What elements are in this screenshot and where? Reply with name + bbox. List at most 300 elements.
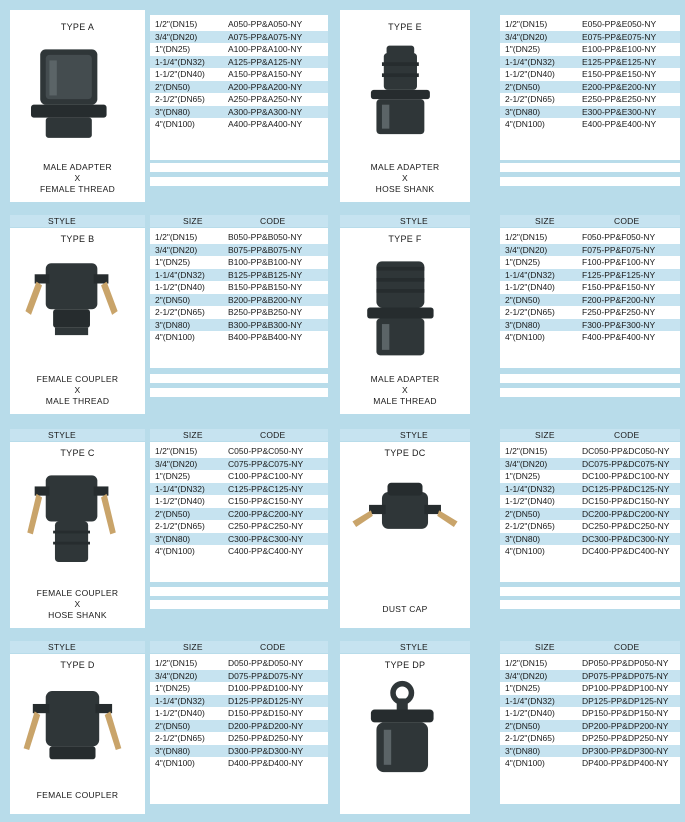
- product-type-label: TYPE DP: [384, 660, 426, 670]
- code-cell: B250-PP&B250-NY: [228, 307, 303, 317]
- table-row: [150, 745, 328, 758]
- table-row: [150, 670, 328, 683]
- table-row: [500, 269, 680, 282]
- size-cell: 1-1/4"(DN32): [155, 483, 205, 494]
- size-cell: 1/2"(DN15): [155, 446, 198, 456]
- code-cell: D400-PP&D400-NY: [228, 758, 304, 768]
- code-cell: C125-PP&C125-NY: [228, 483, 304, 494]
- code-cell: B200-PP&B200-NY: [228, 294, 303, 305]
- size-cell: 1-1/4"(DN32): [505, 695, 555, 706]
- size-cell: 2"(DN50): [505, 508, 541, 519]
- size-cell: 1"(DN25): [155, 44, 191, 54]
- table-row: [500, 93, 680, 106]
- code-cell: F300-PP&F300-NY: [582, 319, 656, 330]
- code-cell: C200-PP&C200-NY: [228, 508, 304, 519]
- table-row: [500, 757, 680, 770]
- size-cell: 2-1/2"(DN65): [155, 733, 205, 743]
- size-cell: 3"(DN80): [505, 319, 541, 330]
- table-row: [500, 445, 680, 458]
- product-caption: [10, 162, 145, 195]
- size-cell: 1/2"(DN15): [155, 658, 198, 668]
- caption-line: FEMALE COUPLER: [36, 374, 119, 384]
- table-row: [150, 757, 328, 770]
- size-cell: 1/2"(DN15): [505, 232, 548, 242]
- separator-bar: [150, 177, 328, 186]
- table-row: [150, 732, 328, 745]
- caption-line: X: [402, 173, 408, 183]
- code-cell: C250-PP&C250-NY: [228, 521, 304, 531]
- table-row: [500, 670, 680, 683]
- size-cell: 3/4"(DN20): [505, 31, 548, 42]
- code-cell: DP050-PP&DP050-NY: [582, 658, 669, 668]
- size-header-label: SIZE: [535, 216, 555, 226]
- size-header-label: SIZE: [183, 430, 203, 440]
- product-caption: [10, 588, 145, 621]
- size-cell: 4"(DN100): [505, 546, 545, 556]
- caption-line: HOSE SHANK: [375, 184, 435, 194]
- separator-bar: [500, 388, 680, 397]
- size-cell: 4"(DN100): [155, 758, 195, 768]
- size-cell: 2"(DN50): [505, 81, 541, 92]
- code-cell: F100-PP&F100-NY: [582, 257, 656, 267]
- size-code-table: [150, 442, 328, 582]
- product-type-label: TYPE D: [60, 660, 95, 670]
- table-row: [150, 657, 328, 670]
- size-code-table: [150, 15, 328, 160]
- table-row: [500, 470, 680, 483]
- size-cell: 1/2"(DN15): [505, 19, 548, 29]
- table-row: [500, 520, 680, 533]
- caption-line: MALE THREAD: [45, 396, 110, 406]
- code-cell: A400-PP&A400-NY: [228, 119, 303, 129]
- style-header-label: STYLE: [48, 430, 76, 440]
- code-cell: DC400-PP&DC400-NY: [582, 546, 670, 556]
- size-cell: 4"(DN100): [155, 119, 195, 129]
- size-cell: 3/4"(DN20): [505, 670, 548, 681]
- table-row: [150, 545, 328, 558]
- table-row: [500, 81, 680, 94]
- code-cell: F050-PP&F050-NY: [582, 232, 656, 242]
- code-cell: B125-PP&B125-NY: [228, 269, 303, 280]
- code-cell: E400-PP&E400-NY: [582, 119, 657, 129]
- size-cell: 2-1/2"(DN65): [505, 94, 555, 104]
- code-header-label: CODE: [260, 216, 286, 226]
- code-cell: DC050-PP&DC050-NY: [582, 446, 670, 456]
- female-coupler-male-thread-icon: [18, 254, 138, 360]
- size-cell: 3"(DN80): [155, 106, 191, 117]
- table-row: [500, 331, 680, 344]
- size-cell: 1-1/2"(DN40): [155, 708, 205, 718]
- size-code-table: [500, 15, 680, 160]
- code-cell: F125-PP&F125-NY: [582, 269, 656, 280]
- code-cell: DC250-PP&DC250-NY: [582, 521, 670, 531]
- table-row: [150, 56, 328, 69]
- code-cell: A200-PP&A200-NY: [228, 81, 303, 92]
- style-header-label: STYLE: [400, 642, 428, 652]
- table-row: [150, 458, 328, 471]
- size-cell: 2-1/2"(DN65): [155, 521, 205, 531]
- size-cell: 1-1/2"(DN40): [505, 708, 555, 718]
- size-cell: 1"(DN25): [155, 257, 191, 267]
- code-cell: DP150-PP&DP150-NY: [582, 708, 669, 718]
- size-cell: 2"(DN50): [155, 720, 191, 731]
- size-cell: 2"(DN50): [505, 294, 541, 305]
- code-cell: DP125-PP&DP125-NY: [582, 695, 669, 706]
- male-adapter-male-thread-icon: [345, 254, 465, 360]
- table-row: [150, 106, 328, 119]
- table-row: [150, 495, 328, 508]
- size-code-table: [500, 654, 680, 804]
- table-header-row: [150, 641, 328, 653]
- table-row: [500, 732, 680, 745]
- table-row: [500, 495, 680, 508]
- code-cell: D050-PP&D050-NY: [228, 658, 304, 668]
- size-header-label: SIZE: [535, 430, 555, 440]
- code-cell: C050-PP&C050-NY: [228, 446, 304, 456]
- code-cell: DP300-PP&DP300-NY: [582, 745, 669, 756]
- table-row: [150, 244, 328, 257]
- size-cell: 1"(DN25): [505, 471, 541, 481]
- product-image-panel: [340, 228, 470, 414]
- table-row: [500, 306, 680, 319]
- code-cell: E050-PP&E050-NY: [582, 19, 657, 29]
- size-cell: 1-1/4"(DN32): [155, 269, 205, 280]
- table-row: [150, 31, 328, 44]
- style-header-row: [10, 641, 145, 653]
- caption-line: FEMALE COUPLER: [36, 790, 119, 800]
- product-caption: [340, 604, 470, 615]
- product-caption: [340, 374, 470, 407]
- code-header-label: CODE: [614, 430, 640, 440]
- table-row: [150, 18, 328, 31]
- table-row: [500, 657, 680, 670]
- size-code-table: [150, 228, 328, 368]
- size-cell: 3/4"(DN20): [505, 458, 548, 469]
- table-row: [150, 43, 328, 56]
- table-row: [150, 331, 328, 344]
- table-row: [500, 256, 680, 269]
- size-cell: 2-1/2"(DN65): [505, 307, 555, 317]
- caption-line: X: [74, 173, 81, 183]
- code-cell: B150-PP&B150-NY: [228, 282, 303, 292]
- code-cell: E125-PP&E125-NY: [582, 56, 657, 67]
- code-cell: F200-PP&F200-NY: [582, 294, 656, 305]
- code-cell: E075-PP&E075-NY: [582, 31, 657, 42]
- product-image-panel: [10, 10, 145, 202]
- size-cell: 3/4"(DN20): [155, 458, 198, 469]
- table-row: [500, 231, 680, 244]
- size-cell: 3/4"(DN20): [155, 244, 198, 255]
- caption-line: MALE ADAPTER: [370, 162, 440, 172]
- caption-line: X: [74, 599, 81, 609]
- size-cell: 1-1/2"(DN40): [505, 496, 555, 506]
- male-adapter-hose-shank-icon: [345, 42, 465, 148]
- table-header-row: [500, 215, 680, 227]
- code-cell: DP200-PP&DP200-NY: [582, 720, 669, 731]
- table-row: [150, 81, 328, 94]
- product-image-panel: [10, 228, 145, 414]
- table-row: [500, 294, 680, 307]
- table-row: [150, 707, 328, 720]
- dust-cap-icon: [345, 468, 465, 574]
- size-cell: 3"(DN80): [155, 319, 191, 330]
- table-row: [150, 520, 328, 533]
- size-cell: 1/2"(DN15): [505, 446, 548, 456]
- product-image-panel: [340, 10, 470, 202]
- dust-plug-icon: [345, 680, 465, 786]
- code-cell: B050-PP&B050-NY: [228, 232, 303, 242]
- size-cell: 4"(DN100): [155, 546, 195, 556]
- table-row: [500, 281, 680, 294]
- code-cell: D300-PP&D300-NY: [228, 745, 304, 756]
- size-cell: 3"(DN80): [505, 745, 541, 756]
- size-header-label: SIZE: [183, 216, 203, 226]
- size-cell: 1-1/4"(DN32): [505, 483, 555, 494]
- code-cell: B075-PP&B075-NY: [228, 244, 303, 255]
- size-cell: 1"(DN25): [505, 44, 541, 54]
- table-row: [500, 745, 680, 758]
- size-cell: 1"(DN25): [505, 257, 541, 267]
- size-cell: 3"(DN80): [155, 745, 191, 756]
- table-row: [150, 319, 328, 332]
- table-row: [150, 508, 328, 521]
- code-cell: A075-PP&A075-NY: [228, 31, 303, 42]
- size-cell: 3/4"(DN20): [505, 244, 548, 255]
- size-cell: 1/2"(DN15): [505, 658, 548, 668]
- code-cell: D250-PP&D250-NY: [228, 733, 304, 743]
- table-row: [500, 508, 680, 521]
- table-row: [150, 68, 328, 81]
- style-header-row: [10, 429, 145, 441]
- separator-bar: [500, 374, 680, 383]
- table-row: [150, 281, 328, 294]
- table-header-row: [150, 215, 328, 227]
- product-type-label: TYPE DC: [384, 448, 426, 458]
- size-cell: 1-1/2"(DN40): [505, 282, 555, 292]
- caption-line: DUST CAP: [382, 604, 428, 614]
- product-image-panel: [10, 442, 145, 628]
- code-cell: DP400-PP&DP400-NY: [582, 758, 669, 768]
- size-cell: 4"(DN100): [505, 119, 545, 129]
- code-cell: DP075-PP&DP075-NY: [582, 670, 669, 681]
- code-cell: B300-PP&B300-NY: [228, 319, 303, 330]
- size-cell: 3"(DN80): [505, 106, 541, 117]
- code-cell: E250-PP&E250-NY: [582, 94, 657, 104]
- code-cell: C100-PP&C100-NY: [228, 471, 304, 481]
- code-cell: DP250-PP&DP250-NY: [582, 733, 669, 743]
- code-cell: D125-PP&D125-NY: [228, 695, 304, 706]
- caption-line: FEMALE COUPLER: [36, 588, 119, 598]
- table-row: [500, 43, 680, 56]
- caption-line: MALE ADAPTER: [370, 374, 440, 384]
- style-header-row: [10, 215, 145, 227]
- size-cell: 4"(DN100): [505, 758, 545, 768]
- code-header-label: CODE: [260, 642, 286, 652]
- table-row: [150, 256, 328, 269]
- caption-line: MALE ADAPTER: [43, 162, 112, 172]
- code-cell: DP100-PP&DP100-NY: [582, 683, 669, 693]
- table-row: [150, 269, 328, 282]
- product-image-panel: [340, 442, 470, 628]
- table-row: [500, 68, 680, 81]
- size-code-table: [500, 442, 680, 582]
- size-cell: 2"(DN50): [155, 81, 191, 92]
- size-cell: 2-1/2"(DN65): [155, 307, 205, 317]
- size-cell: 1"(DN25): [505, 683, 541, 693]
- size-cell: 1"(DN25): [155, 683, 191, 693]
- table-header-row: [150, 429, 328, 441]
- style-header-label: STYLE: [400, 430, 428, 440]
- code-cell: DC125-PP&DC125-NY: [582, 483, 670, 494]
- code-cell: F075-PP&F075-NY: [582, 244, 656, 255]
- caption-line: HOSE SHANK: [48, 610, 107, 620]
- code-cell: E150-PP&E150-NY: [582, 69, 657, 79]
- size-cell: 1-1/2"(DN40): [155, 69, 205, 79]
- table-row: [500, 533, 680, 546]
- product-type-label: TYPE A: [60, 22, 95, 32]
- table-row: [500, 695, 680, 708]
- caption-line: X: [402, 385, 408, 395]
- female-coupler-hose-shank-icon: [18, 468, 138, 574]
- table-row: [500, 458, 680, 471]
- size-cell: 4"(DN100): [155, 332, 195, 342]
- separator-bar: [150, 388, 328, 397]
- size-header-label: SIZE: [535, 642, 555, 652]
- size-cell: 2"(DN50): [155, 294, 191, 305]
- table-header-row: [500, 641, 680, 653]
- table-row: [150, 682, 328, 695]
- code-cell: A250-PP&A250-NY: [228, 94, 303, 104]
- size-cell: 1-1/4"(DN32): [505, 269, 555, 280]
- table-row: [500, 118, 680, 131]
- size-cell: 3"(DN80): [505, 533, 541, 544]
- size-cell: 1"(DN25): [155, 471, 191, 481]
- code-cell: A050-PP&A050-NY: [228, 19, 303, 29]
- table-row: [500, 18, 680, 31]
- size-cell: 4"(DN100): [505, 332, 545, 342]
- code-cell: A150-PP&A150-NY: [228, 69, 303, 79]
- code-cell: B400-PP&B400-NY: [228, 332, 303, 342]
- table-row: [500, 483, 680, 496]
- product-type-label: TYPE F: [388, 234, 422, 244]
- separator-bar: [500, 600, 680, 609]
- size-cell: 3"(DN80): [155, 533, 191, 544]
- table-row: [500, 682, 680, 695]
- table-row: [150, 306, 328, 319]
- female-coupler-female-thread-icon: [18, 680, 138, 786]
- code-cell: D200-PP&D200-NY: [228, 720, 304, 731]
- product-caption: [340, 162, 470, 195]
- table-header-row: [500, 429, 680, 441]
- size-cell: 1-1/4"(DN32): [505, 56, 555, 67]
- style-header-label: STYLE: [400, 216, 428, 226]
- table-row: [500, 31, 680, 44]
- table-row: [150, 720, 328, 733]
- table-row: [500, 106, 680, 119]
- code-cell: A125-PP&A125-NY: [228, 56, 303, 67]
- size-cell: 2"(DN50): [505, 720, 541, 731]
- separator-bar: [500, 163, 680, 172]
- table-row: [150, 118, 328, 131]
- table-row: [150, 470, 328, 483]
- table-row: [500, 545, 680, 558]
- product-image-panel: [340, 654, 470, 814]
- separator-bar: [150, 600, 328, 609]
- code-cell: DC200-PP&DC200-NY: [582, 508, 670, 519]
- code-header-label: CODE: [614, 216, 640, 226]
- table-row: [150, 93, 328, 106]
- code-cell: D150-PP&D150-NY: [228, 708, 304, 718]
- caption-line: MALE THREAD: [373, 396, 437, 406]
- style-header-row: [340, 215, 470, 227]
- size-code-table: [150, 654, 328, 804]
- male-adapter-female-thread-icon: [18, 42, 138, 148]
- table-row: [500, 244, 680, 257]
- code-cell: DC075-PP&DC075-NY: [582, 458, 670, 469]
- size-cell: 1-1/2"(DN40): [155, 282, 205, 292]
- table-row: [500, 720, 680, 733]
- code-header-label: CODE: [614, 642, 640, 652]
- table-row: [500, 56, 680, 69]
- code-cell: DC300-PP&DC300-NY: [582, 533, 670, 544]
- code-cell: DC150-PP&DC150-NY: [582, 496, 670, 506]
- size-cell: 2"(DN50): [155, 508, 191, 519]
- code-cell: F400-PP&F400-NY: [582, 332, 656, 342]
- size-cell: 1/2"(DN15): [155, 232, 198, 242]
- style-header-label: STYLE: [48, 216, 76, 226]
- table-row: [150, 231, 328, 244]
- product-caption: [10, 374, 145, 407]
- style-header-label: STYLE: [48, 642, 76, 652]
- code-cell: A100-PP&A100-NY: [228, 44, 303, 54]
- size-cell: 2-1/2"(DN65): [155, 94, 205, 104]
- table-row: [150, 294, 328, 307]
- code-cell: DC100-PP&DC100-NY: [582, 471, 670, 481]
- separator-bar: [500, 177, 680, 186]
- size-cell: 3/4"(DN20): [155, 31, 198, 42]
- code-cell: A300-PP&A300-NY: [228, 106, 303, 117]
- code-cell: F150-PP&F150-NY: [582, 282, 656, 292]
- code-cell: E300-PP&E300-NY: [582, 106, 657, 117]
- product-image-panel: [10, 654, 145, 814]
- code-header-label: CODE: [260, 430, 286, 440]
- table-row: [150, 695, 328, 708]
- caption-line: X: [74, 385, 81, 395]
- table-row: [150, 445, 328, 458]
- caption-line: FEMALE THREAD: [39, 184, 116, 194]
- size-cell: 3/4"(DN20): [155, 670, 198, 681]
- size-cell: 1-1/4"(DN32): [155, 56, 205, 67]
- code-cell: D100-PP&D100-NY: [228, 683, 304, 693]
- code-cell: C075-PP&C075-NY: [228, 458, 304, 469]
- product-caption: [10, 790, 145, 801]
- size-cell: 2-1/2"(DN65): [505, 521, 555, 531]
- separator-bar: [150, 374, 328, 383]
- code-cell: C400-PP&C400-NY: [228, 546, 304, 556]
- size-cell: 1-1/2"(DN40): [155, 496, 205, 506]
- table-row: [500, 707, 680, 720]
- size-cell: 1-1/4"(DN32): [155, 695, 205, 706]
- size-cell: 2-1/2"(DN65): [505, 733, 555, 743]
- table-row: [150, 483, 328, 496]
- separator-bar: [150, 163, 328, 172]
- code-cell: F250-PP&F250-NY: [582, 307, 656, 317]
- table-row: [500, 319, 680, 332]
- code-cell: C150-PP&C150-NY: [228, 496, 304, 506]
- code-cell: D075-PP&D075-NY: [228, 670, 304, 681]
- size-cell: 1/2"(DN15): [155, 19, 198, 29]
- code-cell: E200-PP&E200-NY: [582, 81, 657, 92]
